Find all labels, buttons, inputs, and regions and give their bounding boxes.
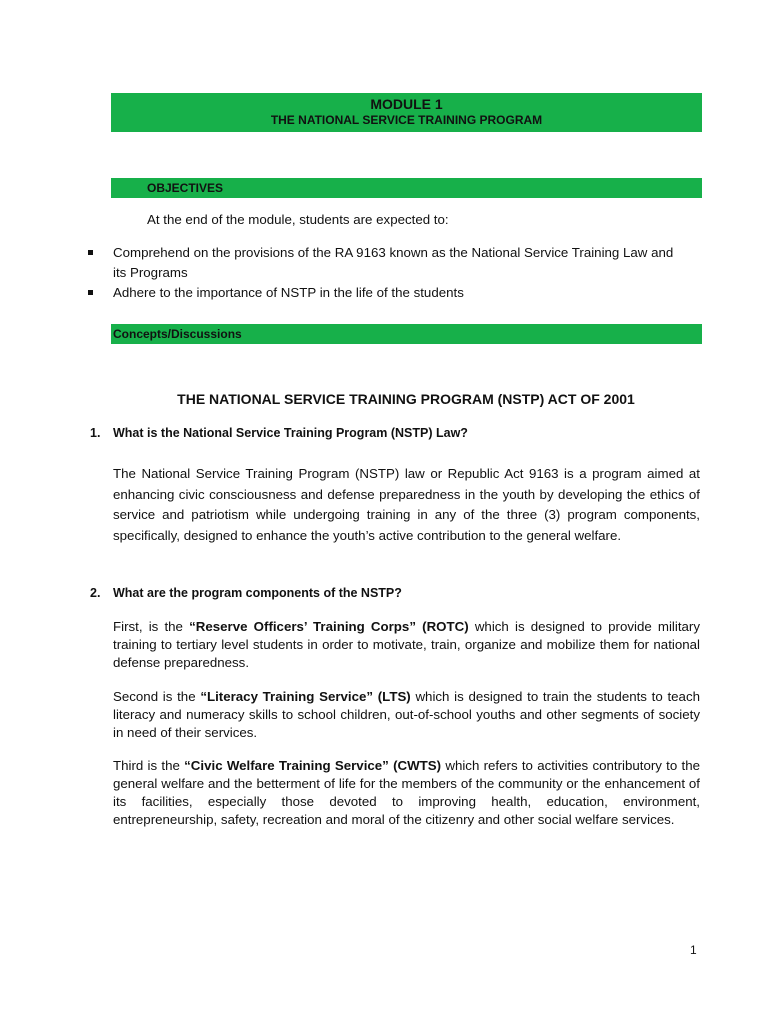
component-name: “Civic Welfare Training Service” (CWTS): [184, 758, 442, 773]
objective-text: Comprehend on the provisions of the RA 9163 known as the National Service Training Law and its Programs: [113, 245, 674, 280]
objectives-heading: OBJECTIVES: [111, 178, 702, 198]
module-number: MODULE 1: [370, 96, 443, 112]
question-number: 2.: [90, 586, 101, 600]
component-lead: Second is the: [113, 689, 201, 704]
objectives-intro: At the end of the module, students are expected to:: [147, 212, 449, 227]
objectives-list: [88, 243, 688, 303]
section-title: THE NATIONAL SERVICE TRAINING PROGRAM (NSTP) ACT OF 2001: [177, 391, 635, 407]
module-header-band: [111, 93, 702, 132]
concepts-heading: Concepts/Discussions: [111, 324, 702, 344]
question-number: 1.: [90, 426, 101, 440]
component-description: which refers to activities contributory to the general welfare and the betterment of life for the members of the community or the enhancement of its facilities, especially those devoted to improving health, education, environment, entrepreneurship, safety, recreation and moral of the citizenry and other social welfare services.: [113, 758, 700, 827]
component-cwts: [113, 757, 700, 829]
component-rotc: [113, 618, 700, 672]
component-lts: [113, 688, 700, 742]
component-description: which is designed to train the students to teach literacy and numeracy skills to school children, out-of-school youths and other segments of society in need of their services.: [113, 689, 700, 740]
component-lead: First, is the: [113, 619, 190, 634]
question-2: [90, 586, 402, 600]
bullet-square-icon: [88, 250, 93, 255]
question-text: What are the program components of the NSTP?: [113, 586, 402, 600]
component-name: “Reserve Officers’ Training Corps” (ROTC): [189, 619, 469, 634]
list-item: [88, 283, 688, 303]
objective-text: Adhere to the importance of NSTP in the life of the students: [113, 285, 464, 300]
question-1-answer: The National Service Training Program (NSTP) law or Republic Act 9163 is a program aimed at enhancing civic consciousness and defense preparedness in the youth by developing the ethics of service and patriotism while undergoing training in any of the three (3) program components, specifically, designed to enhance the youth’s active contribution to the general welfare.: [113, 466, 700, 543]
question-1: [90, 426, 468, 440]
component-name: “Literacy Training Service” (LTS): [200, 689, 411, 704]
page-number: 1: [690, 943, 697, 957]
list-item: [88, 243, 688, 283]
bullet-square-icon: [88, 290, 93, 295]
module-title: THE NATIONAL SERVICE TRAINING PROGRAM: [270, 113, 543, 127]
question-text: What is the National Service Training Program (NSTP) Law?: [113, 426, 468, 440]
component-lead: Third is the: [113, 758, 185, 773]
component-description: which is designed to provide military training to tertiary level students in order to motivate, train, organize and mobilize them for national defense preparedness.: [113, 619, 700, 670]
